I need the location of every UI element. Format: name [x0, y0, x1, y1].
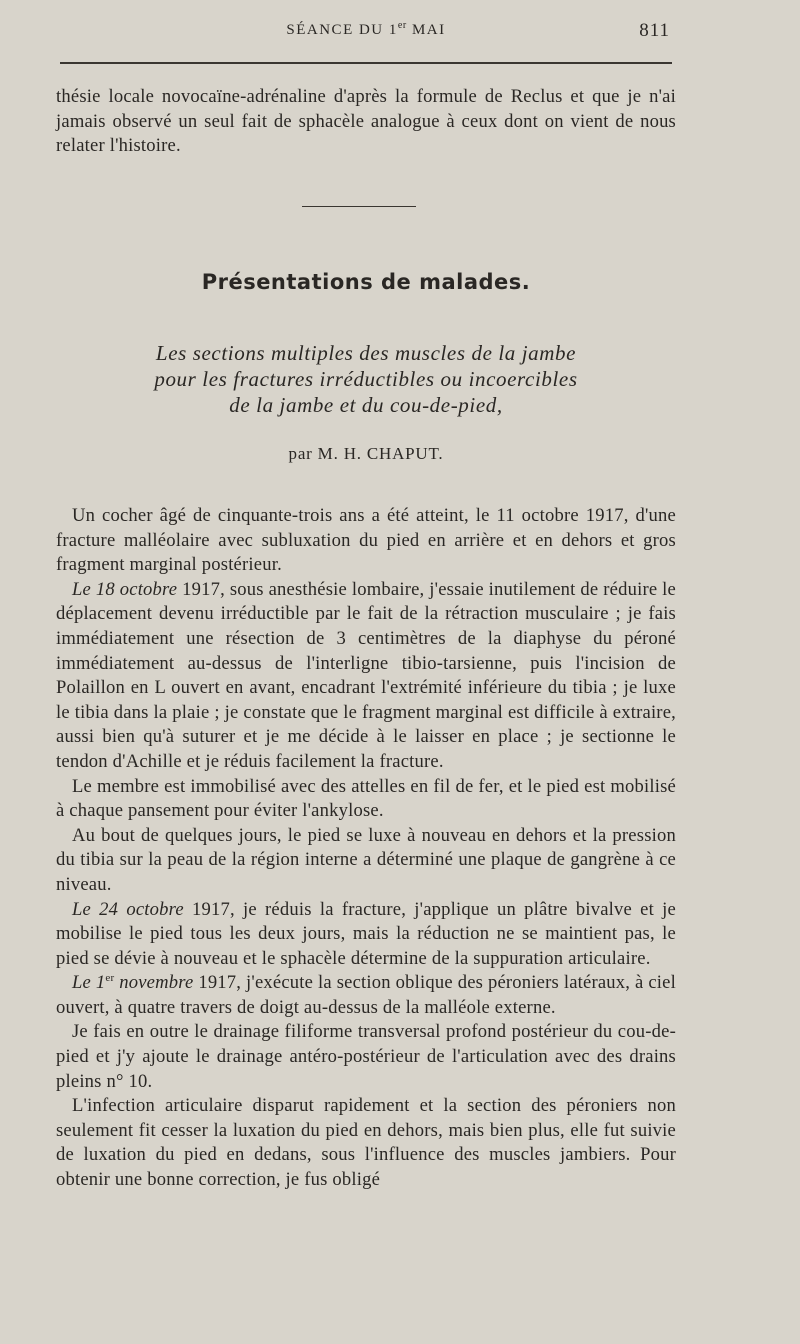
page-number: 811 — [639, 20, 670, 41]
paragraph: Au bout de quelques jours, le pied se luxe à nouveau en dehors et la pression du tibia sur la peau de la région interne a déterminé une plaque de gangrène à ce niveau. — [56, 824, 676, 895]
date-emphasis: Le 18 octobre — [72, 578, 178, 600]
byline: par M. H. CHAPUT. — [288, 444, 444, 463]
date-emphasis: Le 24 octobre — [72, 898, 184, 920]
article-title — [56, 340, 676, 418]
article-title-line: Les sections multiples des muscles de la jambe — [155, 341, 577, 365]
section-divider — [302, 206, 416, 207]
paragraph: Le 18 octobre 1917, sous anesthésie lombaire, j'essaie inutilement de réduire le déplacement devenu irréductible par le fait de la rétraction musculaire ; je fais immédiatement une résection de 3 centimètres de la diaphyse du péroné immédiatement au-dessus de l'interligne tibio-tarsienne, puis l'incision de Polaillon en L ouvert en avant, encadrant l'extrémité inférieure du tibia ; je luxe le tibia dans la plaie ; je constate que le fragment marginal est difficile à extraire, aussi bien qu'à suturer et je me décide à le laisser en place ; je sectionne le tendon d'Achille et je réduis facilement la fracture. — [56, 578, 676, 772]
running-title: SÉANCE DU 1er MAI — [286, 20, 446, 38]
paragraph: Le 24 octobre 1917, je réduis la fracture, j'applique un plâtre bivalve et je mobilise le pied tous les deux jours, mais la réduction ne se maintient pas, le pied se dévie à nouveau et le sphacèle détermine de la suppuration articulaire. — [56, 898, 676, 969]
intro-text — [56, 85, 676, 159]
section-heading: Présentations de malades. — [201, 270, 531, 294]
article-body — [56, 504, 676, 1193]
running-head — [56, 22, 676, 44]
paragraph: L'infection articulaire disparut rapidement et la section des péroniers non seulement fit cesser la luxation du pied en dehors, mais bien plus, elle fut suivie de luxation du pied en dedans, sous l'influence des muscles jambiers. Pour obtenir une bonne correction, je fus obligé — [56, 1095, 676, 1191]
date-emphasis: Le 1er novembre — [72, 972, 194, 994]
intro-paragraph: thésie locale novocaïne-adrénaline d'après la formule de Reclus et que je n'ai jamais observé un seul fait de sphacèle analogue à ceux dont on vient de nous relater l'histoire. — [56, 86, 676, 157]
article-title-line: pour les fractures irréductibles ou incoercibles — [154, 367, 578, 391]
article-title-line: de la jambe et du cou-de-pied, — [229, 393, 503, 417]
paragraph: Le 1er novembre 1917, j'exécute la section oblique des péroniers latéraux, à ciel ouvert, à quatre travers de doigt au-dessus de la malléole externe. — [56, 972, 676, 1018]
paragraph: Le membre est immobilisé avec des attelles en fil de fer, et le pied est mobilisé à chaque pansement pour éviter l'ankylose. — [56, 775, 676, 822]
header-rule — [60, 62, 672, 64]
paragraph: Un cocher âgé de cinquante-trois ans a été atteint, le 11 octobre 1917, d'une fracture malléolaire avec subluxation du pied en arrière et en dehors et gros fragment marginal postérieur. — [56, 505, 676, 576]
paragraph: Je fais en outre le drainage filiforme transversal profond postérieur du cou-de-pied et j'y ajoute le drainage antéro-postérieur de l'articulation avec des drains pleins n° 10. — [56, 1021, 676, 1092]
